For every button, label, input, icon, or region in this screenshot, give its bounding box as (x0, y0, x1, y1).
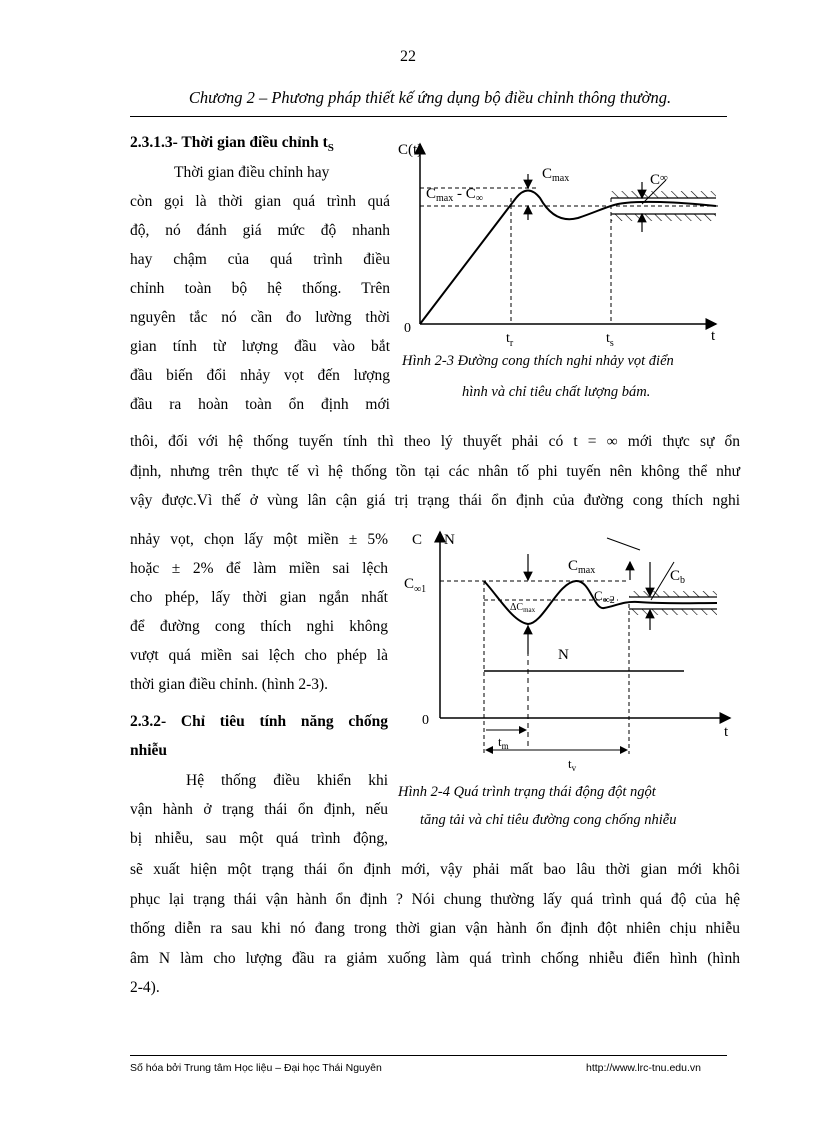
tv-label: $t_v$ (568, 756, 577, 773)
cmax-leader (607, 538, 640, 550)
figure-2-3-caption-line-1: Hình 2-3 Đường cong thích nghi nhảy vọt điển (402, 353, 674, 369)
section-heading-settling-time (130, 134, 334, 154)
text-line: vận hành ở trạng thái ổn định, nếu (130, 801, 388, 818)
text-line: 2-4). (130, 979, 160, 996)
figure-step-response (398, 136, 738, 351)
heading-line: nhiễu (130, 742, 168, 759)
x-axis-label: t (711, 328, 716, 344)
cinf2-label: $C_{\infty 2}$ (594, 588, 615, 606)
figure-2-3-caption-line-2: hình và chỉ tiêu chất lượng bám. (462, 384, 651, 400)
upper-band (611, 191, 716, 198)
text-line: thống diễn ra sau khi nó đang trong thời gian vận hành ổn định đột nhiên chịu nhiễu (130, 920, 740, 937)
lower-band (629, 609, 717, 615)
text-line: gian tính từ lượng đầu vào bắt (130, 338, 390, 355)
response-curve (420, 191, 716, 325)
text-line: Thời gian điều chỉnh hay (174, 164, 330, 181)
y-axis-label: C(t) (398, 142, 423, 158)
footer-rule (130, 1055, 727, 1056)
section-heading-disturbance (130, 707, 388, 765)
text-line: đầu ra hoàn toàn ổn định mới (130, 396, 390, 413)
cinf-label: C∞ (650, 172, 668, 188)
footer-url[interactable]: http://www.lrc-tnu.edu.vn (586, 1062, 701, 1074)
section-heading-text: 2.3.1.3- Thời gian điều chỉnh t (130, 134, 328, 151)
text-line: đầu biến đổi nhảy vọt đến lượng (130, 367, 390, 384)
cmax-label: $C_{max}$ (542, 166, 570, 184)
text-line: phục lại trạng thái vận hành ổn định ? Nói chung thường lấy quá trình quá độ của hệ (130, 890, 740, 908)
dcmax-label: $\Delta C_{max}$ (510, 602, 536, 614)
header-rule (130, 116, 727, 117)
text-line: âm N làm cho lượng đầu ra giảm xuống làm quá trình chống nhiễu điển hình (hình (130, 949, 740, 967)
text-line: nguyên tắc nó cần đo lường thời (130, 309, 390, 326)
text-line: sẽ xuất hiện một trạng thái ổn định mới, vậy phải mất bao lâu thời gian mới khôi (130, 861, 740, 878)
left-column-paragraph-2 (130, 525, 388, 699)
text-line: cho phép, lấy thời gian ngắn nhất (130, 589, 388, 606)
n-axis-label: N (444, 532, 455, 548)
x-axis-label: t (724, 724, 729, 740)
overshoot-diff-label: $C_{max} - C_\infty$ (426, 186, 483, 204)
text-line: để đường cong thích nghi không (130, 618, 388, 635)
chapter-header: Chương 2 – Phương pháp thiết kế ứng dụng bộ điều chỉnh thông thường. (188, 88, 672, 107)
text-line: bị nhiễu, sau một quá trình động, (130, 830, 388, 847)
left-column-paragraph-1 (130, 158, 390, 419)
text-line: độ, nó đánh giá mức độ nhanh (130, 222, 390, 239)
lower-band (611, 214, 716, 221)
full-width-paragraph-1 (130, 427, 740, 516)
text-line: hoặc ± 2% để làm miền sai lệch (130, 560, 388, 577)
text-line: nhảy vọt, chọn lấy một miền ± 5% (130, 531, 388, 548)
section-heading-sub: S (327, 142, 334, 155)
text-line: còn gọi là thời gian quá trình quá (130, 193, 390, 210)
text-line: vượt quá miền sai lệch cho phép là (130, 647, 388, 664)
tm-label: $t_m$ (498, 734, 509, 751)
footer-source: Số hóa bởi Trung tâm Học liệu – Đại học Thái Nguyên (130, 1062, 382, 1074)
left-column-paragraph-3 (130, 766, 388, 853)
page-number: 22 (400, 48, 416, 65)
text-line: chỉnh toàn bộ hệ thống. Trên (130, 280, 390, 297)
figure-2-4-caption-line-2: tăng tải và chỉ tiêu đường cong chống nhiễu (420, 812, 677, 828)
n-disturbance-label: N (558, 647, 569, 663)
heading-line: 2.3.2- Chỉ tiêu tính năng chống (130, 713, 388, 730)
text-line: thôi, đối với hệ thống tuyến tính thì theo lý thuyết phải có t = ∞ mới thực sự ổn (130, 433, 740, 450)
origin-label: 0 (422, 713, 429, 728)
cb-label: $C_b$ (670, 568, 686, 586)
full-width-paragraph-2 (130, 855, 740, 1003)
text-line: vậy được.Vì thế ở vùng lân cận giá trị trạng thái ổn định của đường cong thích nghi (130, 492, 740, 509)
c-axis-label: C (412, 532, 423, 548)
text-line: định, nhưng trên thực tế vì hệ thống tồn tại các nhân tố phi tuyến nên không thể như (130, 462, 740, 480)
cmax-label: $C_{max}$ (568, 558, 596, 576)
text-line: hay chậm của quá trình điều (130, 251, 390, 268)
origin-label: 0 (404, 321, 411, 336)
upper-band (629, 591, 717, 597)
figure-disturbance-response (398, 524, 738, 782)
ts-label: $t_s$ (606, 331, 614, 349)
text-line: thời gian điều chỉnh. (hình 2-3). (130, 676, 329, 693)
tr-label: $t_r$ (506, 331, 514, 349)
cinf1-label: $C_{\infty 1}$ (404, 576, 427, 595)
text-line: Hệ thống điều khiển khi (186, 772, 388, 789)
figure-2-4-caption-line-1: Hình 2-4 Quá trình trạng thái động đột ngột (398, 784, 656, 800)
